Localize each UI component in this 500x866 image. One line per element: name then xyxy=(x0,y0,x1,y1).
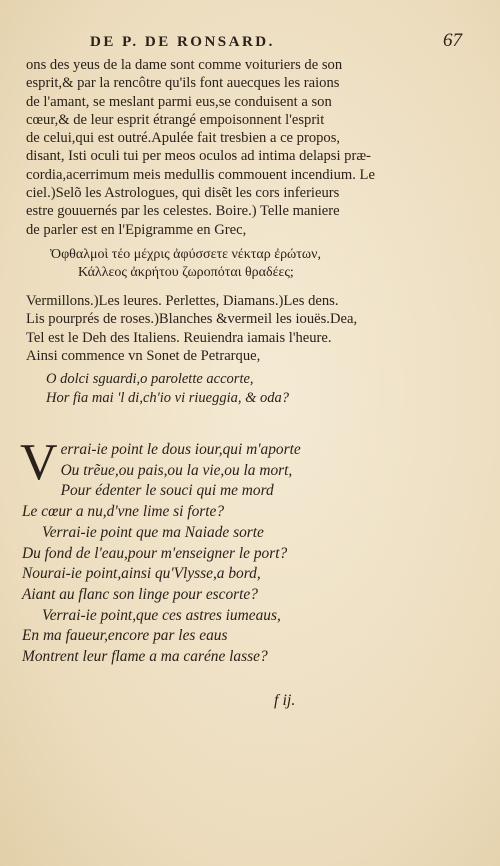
petrarch-quote xyxy=(46,370,492,408)
greek-line: Κάλλεος ἀκρήτου ζωροπόται θραδέες; xyxy=(78,265,294,280)
text-line: estre gouuernés par les celestes. Boire.) Telle maniere xyxy=(26,203,340,220)
text-line: cordia,acerrimum meis medullis commouent incendium. Le xyxy=(26,166,375,183)
sonnet-line-text: errai-ie point le dous iour,qui m'aporte xyxy=(60,441,301,458)
text-line: ons des yeus de la dame sont comme voituriers de son xyxy=(26,57,343,73)
quote-line: Hor fia mai 'l di,ch'io vi riueggia, & oda? xyxy=(46,390,290,406)
sonnet-line: Verrai-ie point que ma Naiade sorte xyxy=(42,523,264,541)
greek-epigram xyxy=(50,246,496,282)
page-header xyxy=(90,30,470,56)
sonnet-line: Aiant au flanc son linge pour escorte? xyxy=(22,585,258,603)
sonnet-line: Pour édenter le souci qui me mord xyxy=(60,482,274,500)
text-line: disant, Isti oculi tui per meos oculos ad intima delapsi præ- xyxy=(26,148,371,165)
text-line: de parler est en l'Epigramme en Grec, xyxy=(26,221,247,238)
sonnet-line: Montrent leur flame a ma caréne lasse? xyxy=(22,648,268,666)
sonnet xyxy=(20,434,482,668)
text-line: Lis pourprés de roses.)Blanches &vermeil les iouës.Dea, xyxy=(26,311,358,328)
commentary-paragraph xyxy=(26,56,472,239)
sonnet-line: Du fond de l'eau,pour m'enseigner le port? xyxy=(22,544,288,562)
text-line: de celui,qui est outré.Apulée fait tresbien a ce propos, xyxy=(26,130,341,147)
sonnet-line: Le cœur a nu,d'vne lime si forte? xyxy=(22,503,225,521)
running-title: DE P. DE RONSARD. xyxy=(90,34,275,50)
text-line: Ainsi commence vn Sonet de Petrarque, xyxy=(26,347,261,364)
text-line: de l'amant, se meslant parmi eus,se conduisent a son xyxy=(26,93,332,110)
sonnet-line: Ou trẽue,ou pais,ou la vie,ou la mort, xyxy=(60,461,293,479)
page-number: 67 xyxy=(443,30,462,51)
text-line: cœur,& de leur esprit étrangé empoisonnent l'esprit xyxy=(26,111,325,128)
greek-line: Ὀφθαλμοὶ τέο μέχρις ἀφύσσετε νέκταρ ἐρώτων, xyxy=(50,247,321,262)
text-line: esprit,& par la rencôtre qu'ils font auecques les raions xyxy=(26,75,340,92)
quote-line: O dolci sguardi,o parolette accorte, xyxy=(46,371,254,387)
text-line: ciel.)Selõ les Astrologues, qui disẽt les cors inferieurs xyxy=(26,185,340,202)
drop-capital: V xyxy=(20,434,58,491)
sonnet-line: En ma faueur,encore par les eaus xyxy=(22,627,228,645)
sonnet-line: Verrai-ie point,que ces astres iumeaus, xyxy=(42,606,281,624)
sonnet-line: Nourai-ie point,ainsi qu'Vlysse,a bord, xyxy=(22,565,261,583)
text-line: Vermillons.)Les leures. Perlettes, Diamans.)Les dens. xyxy=(26,293,339,309)
signature-mark: f ij. xyxy=(274,692,296,709)
commentary-paragraph-2 xyxy=(26,292,472,365)
text-line: Tel est le Deh des Italiens. Reuiendra iamais l'heure. xyxy=(26,329,332,346)
